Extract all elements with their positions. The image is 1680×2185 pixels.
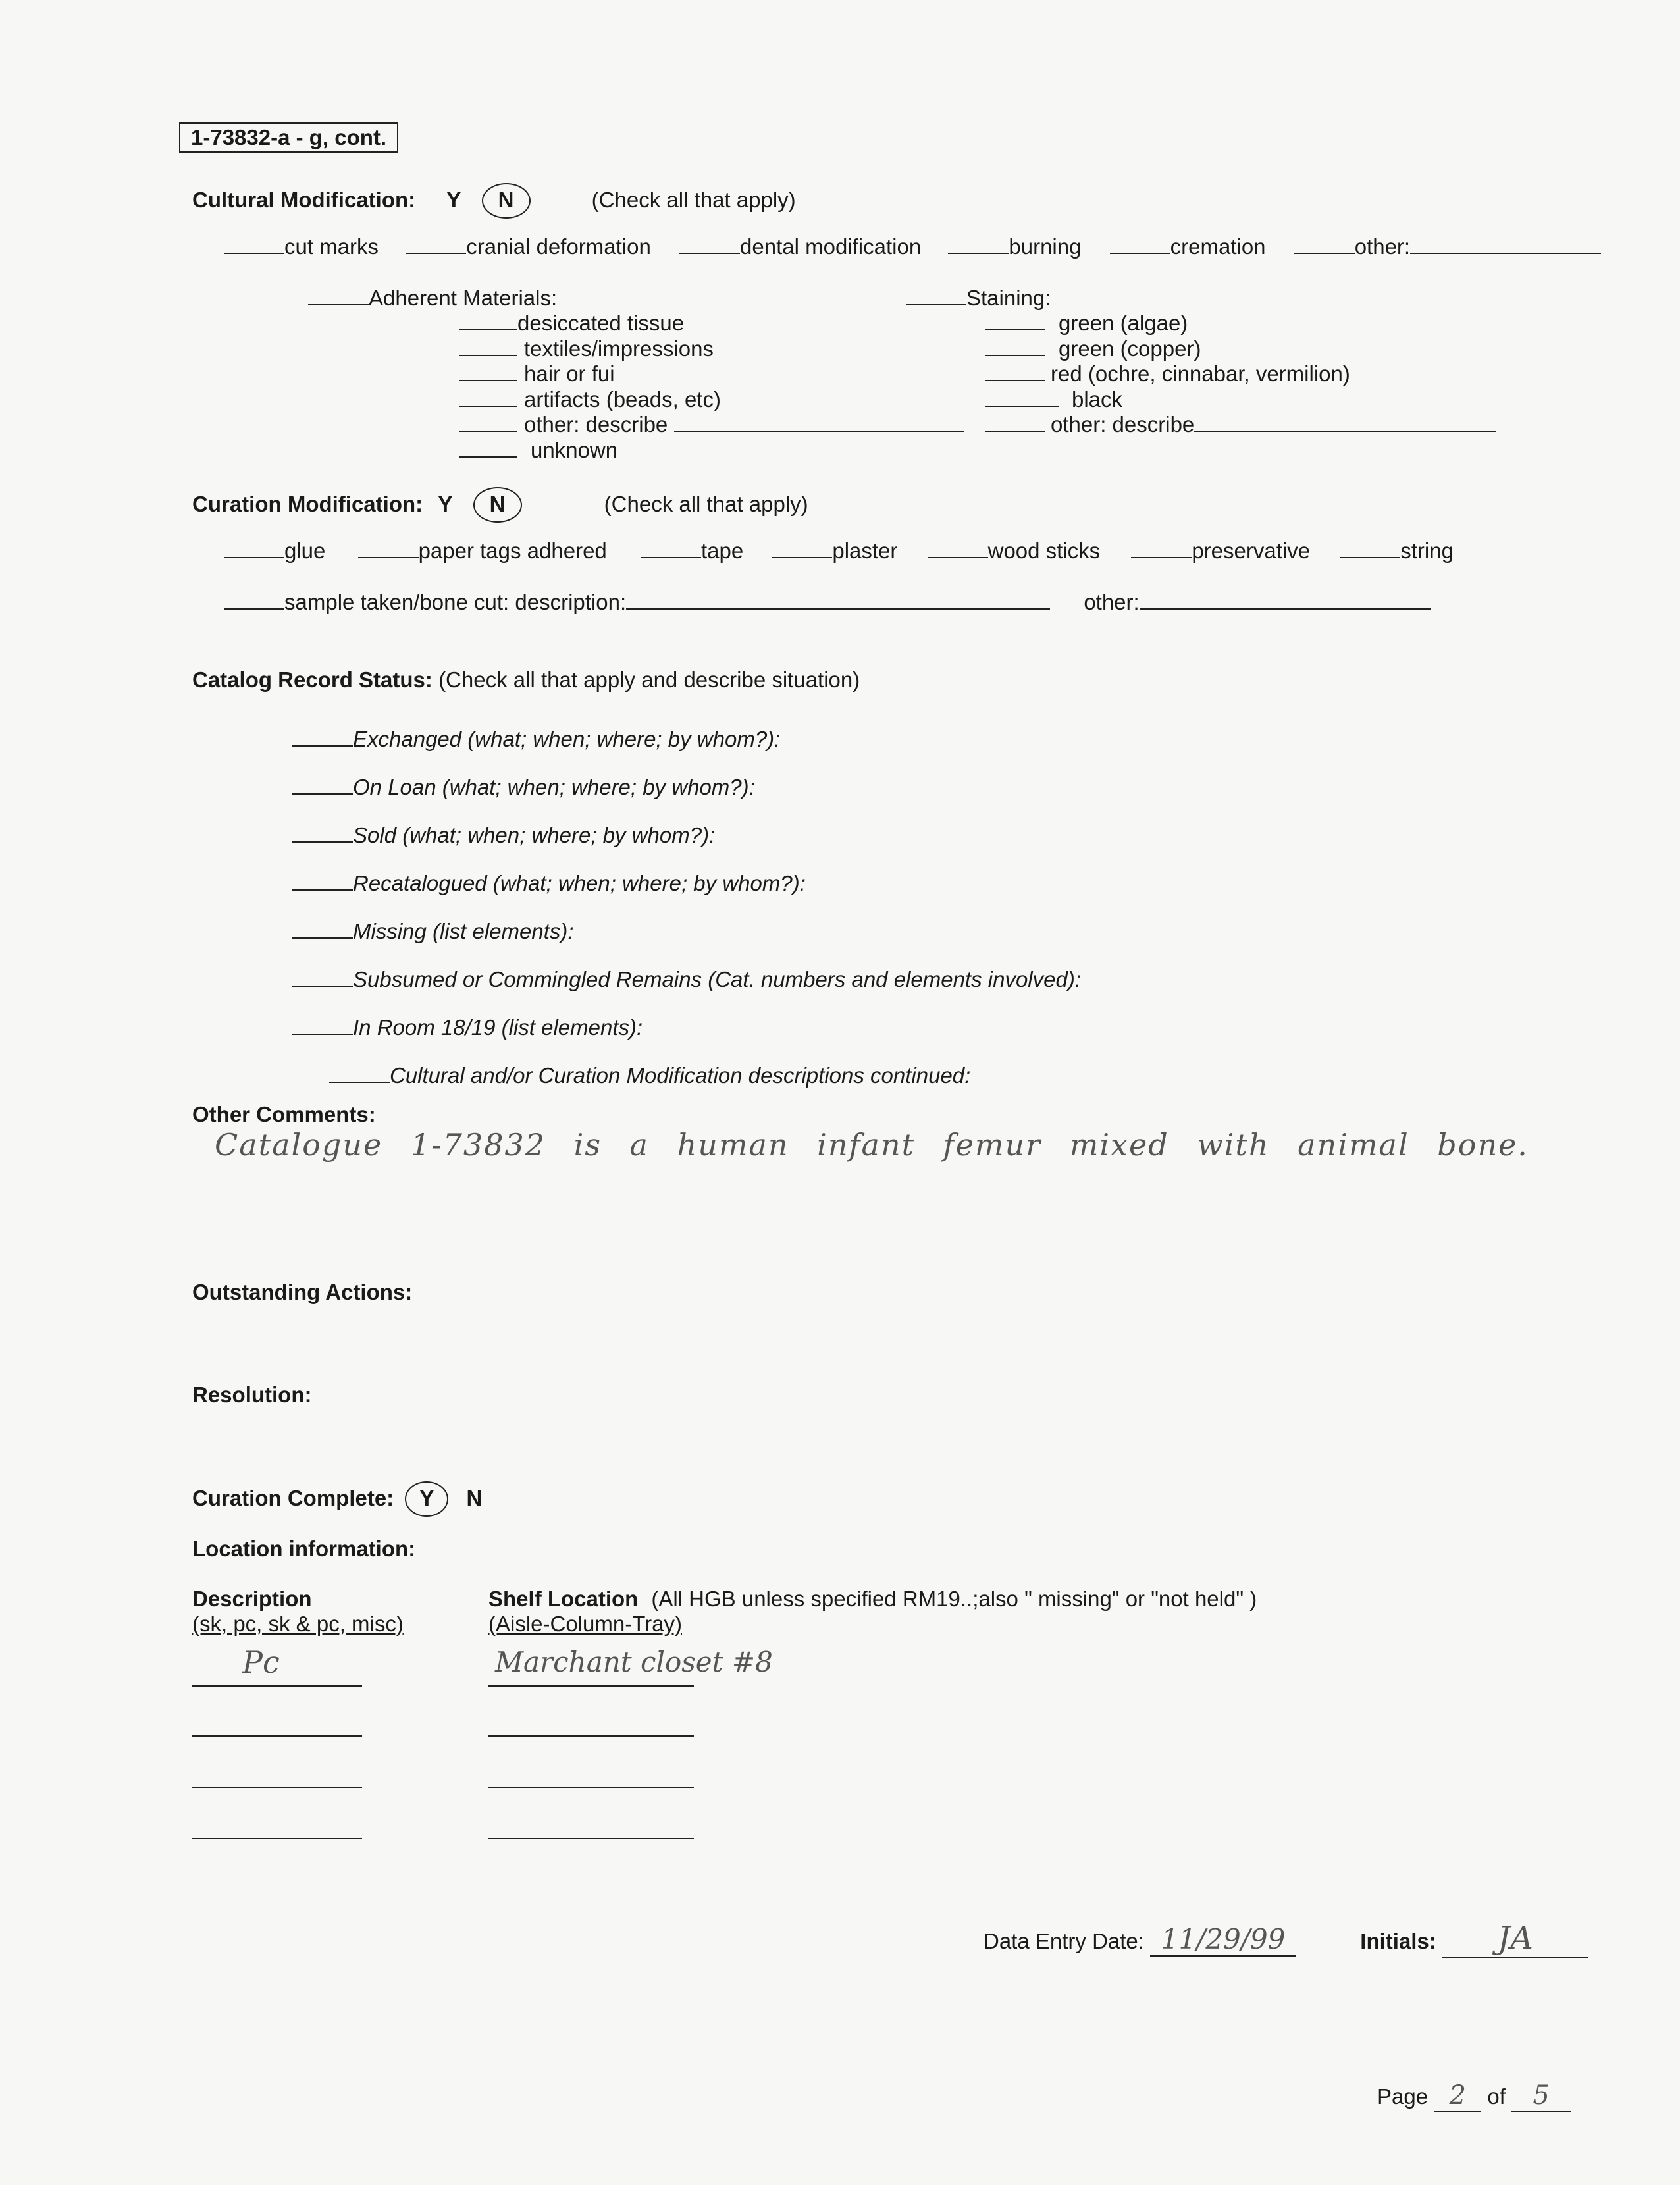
description-line[interactable] bbox=[192, 1735, 362, 1737]
page-total-field[interactable] bbox=[1511, 2080, 1571, 2112]
status-item: Cultural and/or Curation Modification descriptions continued: bbox=[390, 1063, 971, 1088]
shelf-value-handwritten[interactable]: Marchant closet #8 bbox=[495, 1646, 773, 1678]
cultural-item: cranial deformation bbox=[466, 234, 651, 259]
curation-sample-row bbox=[224, 590, 1431, 615]
status-item-row bbox=[292, 715, 1081, 763]
catalog-status-list bbox=[292, 715, 1081, 1099]
curation-complete-y-text: Y bbox=[419, 1486, 434, 1510]
initials-label: Initials: bbox=[1360, 1929, 1436, 1953]
staining-item: green (copper) bbox=[1059, 336, 1201, 361]
staining-header bbox=[906, 286, 1051, 311]
checkbox-blank[interactable] bbox=[772, 556, 832, 558]
checkbox-blank[interactable] bbox=[292, 745, 353, 747]
shelf-hint: (All HGB unless specified RM19..;also " missing" or "not held" ) bbox=[651, 1587, 1257, 1611]
checkbox-blank[interactable] bbox=[292, 985, 353, 987]
curation-items-row bbox=[224, 539, 1454, 564]
checkbox-blank[interactable] bbox=[292, 889, 353, 891]
checkbox-blank[interactable] bbox=[292, 937, 353, 939]
staining-label: Staining: bbox=[966, 286, 1051, 310]
staining-item: red (ochre, cinnabar, vermilion) bbox=[1051, 361, 1350, 386]
checkbox-blank[interactable] bbox=[329, 1081, 390, 1083]
cultural-item: burning bbox=[1009, 234, 1082, 259]
page-number-row bbox=[1377, 2080, 1571, 2112]
sample-label: sample taken/bone cut: description: bbox=[284, 590, 627, 614]
shelf-column-header bbox=[488, 1587, 1257, 1637]
data-entry-row bbox=[984, 1920, 1588, 1958]
describe-line[interactable] bbox=[674, 430, 964, 432]
curation-complete-n-option[interactable]: N bbox=[466, 1486, 483, 1510]
catalog-status-label: Catalog Record Status: bbox=[192, 668, 433, 692]
cultural-item: cremation bbox=[1170, 234, 1266, 259]
adherent-item-row bbox=[459, 438, 964, 463]
location-info-label: Location information: bbox=[192, 1537, 416, 1561]
adherent-item: desiccated tissue bbox=[517, 311, 685, 335]
curation-item: glue bbox=[284, 539, 326, 563]
outstanding-actions-label: Outstanding Actions: bbox=[192, 1280, 413, 1304]
describe-line[interactable] bbox=[1194, 430, 1496, 432]
status-item-row bbox=[292, 907, 1081, 955]
adherent-item-row bbox=[459, 387, 964, 413]
cultural-items-row bbox=[224, 234, 1601, 259]
cultural-modification-label: Cultural Modification: bbox=[192, 188, 416, 212]
staining-item-row bbox=[985, 336, 1496, 362]
data-entry-value: 11/29/99 bbox=[1161, 1923, 1286, 1955]
shelf-label: Shelf Location bbox=[488, 1587, 639, 1611]
staining-item: green (algae) bbox=[1059, 311, 1188, 335]
sample-description-line[interactable] bbox=[626, 608, 1050, 610]
staining-items-list bbox=[985, 311, 1496, 438]
status-item-row bbox=[292, 763, 1081, 811]
other-text-line[interactable] bbox=[1410, 252, 1601, 254]
status-item: Exchanged (what; when; where; by whom?): bbox=[353, 727, 781, 751]
curation-item: wood sticks bbox=[987, 539, 1101, 563]
checkbox-blank[interactable] bbox=[308, 303, 369, 305]
staining-item-row bbox=[985, 311, 1496, 336]
curation-complete-y-circled[interactable] bbox=[405, 1481, 448, 1517]
curation-item: tape bbox=[700, 539, 744, 563]
curation-item: string bbox=[1400, 539, 1454, 563]
adherent-item: other: describe bbox=[524, 412, 668, 436]
staining-item: other: describe bbox=[1051, 412, 1195, 436]
status-item: Sold (what; when; where; by whom?): bbox=[353, 823, 716, 847]
checkbox-blank[interactable] bbox=[406, 252, 466, 254]
status-item: Subsumed or Commingled Remains (Cat. numbers and elements involved): bbox=[353, 967, 1081, 991]
curation-complete-row bbox=[192, 1481, 482, 1517]
curation-hint: (Check all that apply) bbox=[604, 492, 808, 516]
curation-n-text: N bbox=[489, 492, 506, 516]
data-entry-field[interactable] bbox=[1150, 1923, 1296, 1957]
page-num-value: 2 bbox=[1449, 2080, 1466, 2111]
catalog-id-box bbox=[179, 122, 398, 153]
checkbox-blank[interactable] bbox=[1110, 252, 1170, 254]
checkbox-blank[interactable] bbox=[224, 556, 284, 558]
checkbox-blank[interactable] bbox=[292, 1033, 353, 1035]
checkbox-blank[interactable] bbox=[985, 354, 1045, 356]
cultural-n-text: N bbox=[498, 188, 514, 212]
checkbox-blank[interactable] bbox=[985, 405, 1059, 407]
adherent-materials-header bbox=[308, 286, 557, 311]
data-entry-label: Data Entry Date: bbox=[984, 1929, 1144, 1953]
adherent-item-row bbox=[459, 361, 964, 387]
page-label: Page bbox=[1377, 2084, 1429, 2109]
checkbox-blank[interactable] bbox=[1294, 252, 1355, 254]
curation-n-option-circled[interactable] bbox=[473, 487, 522, 523]
curation-item: plaster bbox=[832, 539, 898, 563]
cultural-y-option[interactable]: Y bbox=[446, 188, 461, 212]
curation-item: preservative bbox=[1192, 539, 1311, 563]
curation-complete-label: Curation Complete: bbox=[192, 1486, 394, 1510]
status-item-row bbox=[329, 1051, 1081, 1099]
curation-item: paper tags adhered bbox=[418, 539, 607, 563]
checkbox-blank[interactable] bbox=[292, 793, 353, 795]
shelf-sub: (Aisle-Column-Tray) bbox=[488, 1612, 682, 1636]
checkbox-blank[interactable] bbox=[641, 556, 701, 558]
checkbox-blank[interactable] bbox=[985, 430, 1045, 432]
adherent-item-row bbox=[459, 336, 964, 362]
description-line[interactable] bbox=[192, 1685, 362, 1687]
checkbox-blank[interactable] bbox=[906, 303, 966, 305]
initials-field[interactable] bbox=[1442, 1920, 1588, 1958]
staining-item-row bbox=[985, 361, 1496, 387]
shelf-line[interactable] bbox=[488, 1787, 694, 1788]
catalog-status-hint: (Check all that apply and describe situation) bbox=[438, 668, 860, 692]
checkbox-blank[interactable] bbox=[459, 430, 517, 432]
checkbox-blank[interactable] bbox=[679, 252, 740, 254]
status-item-row bbox=[292, 955, 1081, 1003]
catalog-status-row bbox=[192, 668, 860, 693]
checkbox-blank[interactable] bbox=[985, 379, 1045, 381]
checkbox-blank[interactable] bbox=[928, 556, 988, 558]
checkbox-blank[interactable] bbox=[292, 841, 353, 843]
adherent-items-list bbox=[459, 311, 964, 463]
description-sub: (sk, pc, sk & pc, misc) bbox=[192, 1612, 404, 1636]
curation-modification-label: Curation Modification: bbox=[192, 492, 423, 516]
checkbox-blank[interactable] bbox=[459, 405, 517, 407]
checkbox-blank[interactable] bbox=[358, 556, 419, 558]
description-label: Description bbox=[192, 1587, 312, 1611]
checkbox-blank[interactable] bbox=[948, 252, 1009, 254]
other-comments-handwritten[interactable]: Catalogue 1-73832 is a human infant femur mixed with animal bone. bbox=[215, 1127, 1529, 1163]
other-comments-label: Other Comments: bbox=[192, 1102, 376, 1126]
shelf-line[interactable] bbox=[488, 1735, 694, 1737]
description-column-header bbox=[192, 1587, 404, 1637]
staining-item-row bbox=[985, 387, 1496, 413]
cultural-item: dental modification bbox=[740, 234, 922, 259]
status-item-row bbox=[292, 859, 1081, 907]
shelf-line[interactable] bbox=[488, 1685, 694, 1687]
adherent-item: unknown bbox=[531, 437, 618, 462]
curation-other-label: other: bbox=[1084, 590, 1140, 614]
checkbox-blank[interactable] bbox=[459, 456, 517, 458]
page-total-value: 5 bbox=[1533, 2080, 1550, 2111]
status-item-row bbox=[292, 1003, 1081, 1051]
checkbox-blank[interactable] bbox=[459, 354, 517, 356]
adherent-item: textiles/impressions bbox=[524, 336, 714, 361]
shelf-line[interactable] bbox=[488, 1838, 694, 1839]
checkbox-blank[interactable] bbox=[459, 379, 517, 381]
status-item: Missing (list elements): bbox=[353, 919, 574, 943]
cultural-modification-row bbox=[192, 183, 796, 219]
description-line[interactable] bbox=[192, 1838, 362, 1839]
status-item: On Loan (what; when; where; by whom?): bbox=[353, 775, 755, 799]
cultural-n-option-circled[interactable] bbox=[482, 183, 531, 219]
description-line[interactable] bbox=[192, 1787, 362, 1788]
adherent-item: artifacts (beads, etc) bbox=[524, 386, 721, 411]
checkbox-blank[interactable] bbox=[224, 252, 284, 254]
checkbox-blank[interactable] bbox=[224, 608, 284, 610]
curation-y-option[interactable]: Y bbox=[438, 492, 453, 516]
status-item: Recatalogued (what; when; where; by whom?): bbox=[353, 871, 806, 895]
cultural-hint: (Check all that apply) bbox=[591, 188, 796, 212]
adherent-item-row bbox=[459, 311, 964, 336]
curation-other-line[interactable] bbox=[1140, 608, 1431, 610]
description-value-handwritten[interactable]: Pc bbox=[242, 1645, 280, 1680]
checkbox-blank[interactable] bbox=[459, 329, 517, 330]
checkbox-blank[interactable] bbox=[1340, 556, 1400, 558]
staining-item: black bbox=[1072, 386, 1123, 411]
initials-value: JA bbox=[1498, 1920, 1533, 1957]
of-label: of bbox=[1487, 2084, 1506, 2109]
cultural-item: cut marks bbox=[284, 234, 379, 259]
adherent-item: hair or fui bbox=[524, 361, 615, 386]
curation-modification-row bbox=[192, 487, 808, 523]
resolution-label: Resolution: bbox=[192, 1382, 312, 1407]
catalog-id: 1-73832-a - g, cont. bbox=[191, 125, 387, 149]
status-item-row bbox=[292, 811, 1081, 859]
checkbox-blank[interactable] bbox=[985, 329, 1045, 330]
adherent-label: Adherent Materials: bbox=[369, 286, 558, 310]
cultural-item: other: bbox=[1354, 234, 1411, 259]
adherent-item-row bbox=[459, 412, 964, 438]
status-item: In Room 18/19 (list elements): bbox=[353, 1015, 643, 1040]
checkbox-blank[interactable] bbox=[1131, 556, 1192, 558]
page-number-field[interactable] bbox=[1434, 2080, 1481, 2112]
staining-item-row bbox=[985, 412, 1496, 438]
